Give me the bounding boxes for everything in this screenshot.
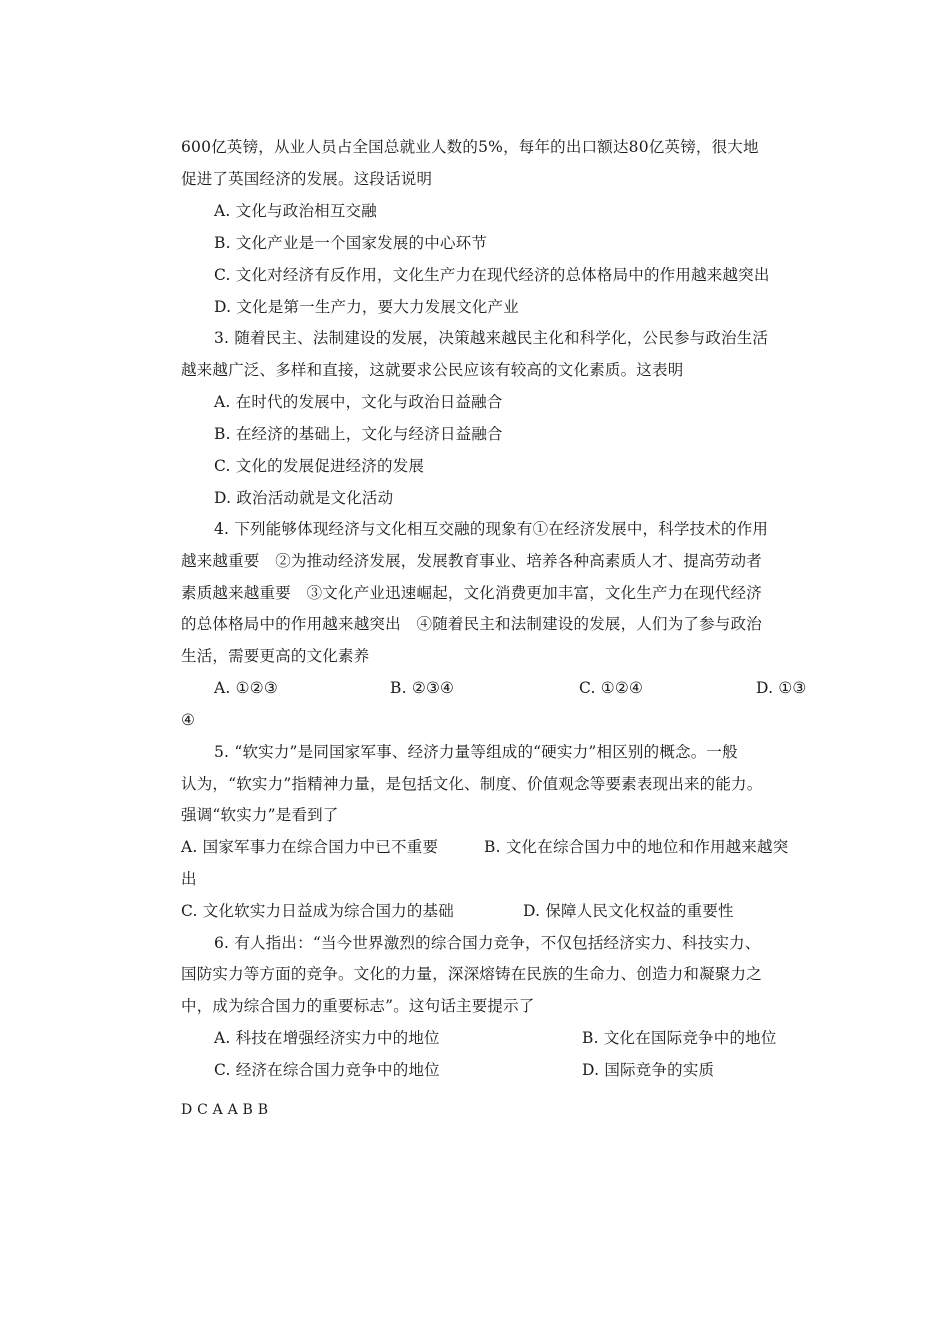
- q4-option-d-continued: ④: [181, 711, 196, 729]
- q5-option-b-continued: 出: [181, 870, 197, 888]
- q3-option-a: A. 在时代的发展中，文化与政治日益融合: [214, 393, 503, 411]
- q3-option-d: D. 政治活动就是文化活动: [214, 489, 394, 507]
- q2-option-d: D. 文化是第一生产力，要大力发展文化产业: [214, 298, 519, 316]
- q4-stem-line-1: 4. 下列能够体现经济与文化相互交融的现象有①在经济发展中，科学技术的作用: [214, 520, 769, 538]
- q5-option-b: B. 文化在综合国力中的地位和作用越来越突: [484, 838, 789, 856]
- q5-stem-line-2: 认为，“软实力”指精神力量，是包括文化、制度、价值观念等要素表现出来的能力。: [181, 775, 763, 793]
- q6-stem-line-2: 国防实力等方面的竞争。文化的力量，深深熔铸在民族的生命力、创造力和凝聚力之: [181, 965, 762, 983]
- q4-stem-line-2: 越来越重要 ②为推动经济发展，发展教育事业、培养各种高素质人才、提高劳动者: [181, 552, 762, 570]
- q5-option-a: A. 国家军事力在综合国力中已不重要: [181, 838, 439, 856]
- q2-option-a: A. 文化与政治相互交融: [214, 202, 377, 220]
- answer-key: D C A A B B: [181, 1102, 269, 1118]
- q4-stem-line-3: 素质越来越重要 ③文化产业迅速崛起，文化消费更加丰富，文化生产力在现代经济: [181, 584, 762, 602]
- q6-option-b: B. 文化在国际竞争中的地位: [582, 1029, 777, 1047]
- q2-option-c: C. 文化对经济有反作用，文化生产力在现代经济的总体格局中的作用越来越突出: [214, 266, 770, 284]
- q3-option-b: B. 在经济的基础上，文化与经济日益融合: [214, 425, 503, 443]
- q5-stem-line-1: 5. “软实力”是同国家军事、经济力量等组成的“硬实力”相区别的概念。一般: [214, 743, 738, 761]
- q4-option-b: B. ②③④: [390, 679, 455, 697]
- q5-option-c: C. 文化软实力日益成为综合国力的基础: [181, 902, 454, 920]
- intro-line-2: 促进了英国经济的发展。这段话说明: [181, 170, 433, 188]
- q4-option-c: C. ①②④: [579, 679, 644, 697]
- q6-option-a: A. 科技在增强经济实力中的地位: [214, 1029, 440, 1047]
- q6-stem-line-1: 6. 有人指出：“当今世界激烈的综合国力竞争，不仅包括经济实力、科技实力、: [214, 934, 761, 952]
- q4-option-d: D. ①③: [756, 679, 807, 697]
- intro-line-1: 600亿英镑，从业人员占全国总就业人数的5%，每年的出口额达80亿英镑，很大地: [181, 138, 759, 156]
- q5-option-d: D. 保障人民文化权益的重要性: [523, 902, 734, 920]
- q4-stem-line-5: 生活，需要更高的文化素养: [181, 647, 370, 665]
- q3-stem-line-1: 3. 随着民主、法制建设的发展，决策越来越民主化和科学化，公民参与政治生活: [214, 329, 769, 347]
- q2-option-b: B. 文化产业是一个国家发展的中心环节: [214, 234, 488, 252]
- q3-option-c: C. 文化的发展促进经济的发展: [214, 457, 425, 475]
- q4-option-a: A. ①②③: [214, 679, 278, 697]
- q6-option-d: D. 国际竞争的实质: [582, 1061, 715, 1079]
- q4-stem-line-4: 的总体格局中的作用越来越突出 ④随着民主和法制建设的发展，人们为了参与政治: [181, 615, 762, 633]
- q5-stem-line-3: 强调“软实力”是看到了: [181, 806, 339, 824]
- q3-stem-line-2: 越来越广泛、多样和直接，这就要求公民应该有较高的文化素质。这表明: [181, 361, 684, 379]
- q6-stem-line-3: 中，成为综合国力的重要标志”。这句话主要提示了: [181, 997, 535, 1015]
- q6-option-c: C. 经济在综合国力竞争中的地位: [214, 1061, 440, 1079]
